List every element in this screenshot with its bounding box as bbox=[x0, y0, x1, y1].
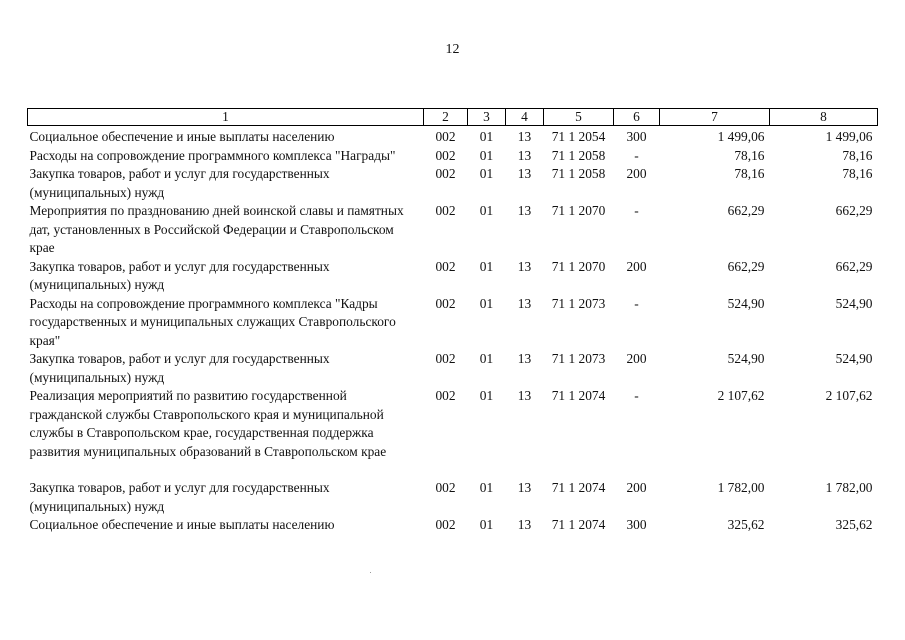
cell-target: 71 1 2058 bbox=[551, 147, 606, 163]
table-row bbox=[28, 516, 878, 535]
table-row bbox=[28, 350, 878, 387]
cell-type: 200 bbox=[626, 166, 647, 181]
cell-amount-7: 524,90 bbox=[727, 351, 765, 366]
table-body bbox=[28, 126, 878, 535]
cell-code: 002 bbox=[435, 258, 456, 274]
cell-subsection: 13 bbox=[517, 129, 532, 144]
cell-section: 01 bbox=[479, 129, 494, 144]
cell-code: 002 bbox=[435, 147, 456, 163]
cell-section: 01 bbox=[479, 203, 494, 218]
cell-target: 71 1 2074 bbox=[551, 480, 606, 495]
cell-amount-8: 662,29 bbox=[835, 258, 873, 274]
cell-amount-8: 662,29 bbox=[835, 203, 873, 218]
column-header: 4 bbox=[506, 109, 544, 126]
cell-amount-7: 662,29 bbox=[727, 203, 765, 218]
cell-type: 200 bbox=[626, 258, 647, 274]
cell-subsection: 13 bbox=[517, 203, 532, 218]
row-name: Мероприятия по празднованию дней воинской славы и памятных дат, установленных в Российской Федерации и Ставропольском крае bbox=[29, 203, 404, 255]
cell-target: 71 1 2073 bbox=[551, 351, 606, 366]
cell-amount-7: 78,16 bbox=[734, 166, 765, 181]
row-name: Закупка товаров, работ и услуг для государственных (муниципальных) нужд bbox=[29, 258, 330, 292]
cell-section: 01 bbox=[479, 166, 494, 181]
cell-subsection: 13 bbox=[517, 351, 532, 366]
cell-target: 71 1 2074 bbox=[551, 517, 606, 532]
row-name: Социальное обеспечение и иные выплаты населению bbox=[29, 129, 335, 144]
cell-code: 002 bbox=[435, 388, 456, 403]
cell-section: 01 bbox=[479, 351, 494, 366]
cell-amount-8: 2 107,62 bbox=[825, 388, 873, 403]
cell-amount-7: 325,62 bbox=[727, 517, 765, 532]
cell-type: - bbox=[634, 295, 639, 311]
header-row bbox=[28, 109, 878, 126]
cell-code: 002 bbox=[435, 295, 456, 311]
table-row bbox=[28, 295, 878, 351]
cell-amount-7: 662,29 bbox=[727, 258, 765, 274]
column-header: 6 bbox=[614, 109, 660, 126]
row-name: Закупка товаров, работ и услуг для государственных (муниципальных) нужд bbox=[29, 480, 330, 514]
cell-target: 71 1 2058 bbox=[551, 166, 606, 181]
cell-type: 200 bbox=[626, 351, 647, 366]
cell-section: 01 bbox=[479, 147, 494, 163]
cell-target: 71 1 2054 bbox=[551, 129, 606, 144]
table-row bbox=[28, 202, 878, 258]
cell-amount-8: 524,90 bbox=[835, 295, 873, 311]
row-name: Расходы на сопровождение программного комплекса "Награды" bbox=[29, 147, 396, 163]
table-row bbox=[28, 147, 878, 166]
cell-section: 01 bbox=[479, 480, 494, 495]
cell-amount-7: 1 499,06 bbox=[717, 129, 765, 144]
cell-subsection: 13 bbox=[517, 295, 532, 311]
cell-amount-8: 524,90 bbox=[835, 351, 873, 366]
cell-target: 71 1 2070 bbox=[551, 203, 606, 218]
table-row bbox=[28, 479, 878, 516]
cell-type: - bbox=[634, 388, 639, 403]
cell-amount-7: 524,90 bbox=[727, 295, 765, 311]
column-header: 3 bbox=[468, 109, 506, 126]
cell-code: 002 bbox=[435, 351, 456, 366]
cell-subsection: 13 bbox=[517, 388, 532, 403]
cell-code: 002 bbox=[435, 203, 456, 218]
cell-amount-7: 2 107,62 bbox=[717, 388, 765, 403]
cell-section: 01 bbox=[479, 258, 494, 274]
cell-amount-7: 1 782,00 bbox=[717, 480, 765, 495]
cell-target: 71 1 2070 bbox=[551, 258, 606, 274]
cell-subsection: 13 bbox=[517, 166, 532, 181]
column-header: 5 bbox=[544, 109, 614, 126]
cell-amount-8: 78,16 bbox=[842, 166, 873, 181]
cell-amount-8: 78,16 bbox=[842, 147, 873, 163]
page-number: 12 bbox=[445, 42, 460, 57]
column-header: 8 bbox=[770, 109, 878, 126]
cell-code: 002 bbox=[435, 166, 456, 181]
cell-type: 200 bbox=[626, 480, 647, 495]
budget-table bbox=[27, 108, 878, 535]
cell-subsection: 13 bbox=[517, 517, 532, 532]
cell-subsection: 13 bbox=[517, 258, 532, 274]
scan-speck bbox=[370, 572, 371, 573]
cell-target: 71 1 2074 bbox=[551, 388, 606, 403]
cell-amount-8: 325,62 bbox=[835, 517, 873, 532]
cell-section: 01 bbox=[479, 295, 494, 311]
row-name: Социальное обеспечение и иные выплаты населению bbox=[29, 517, 335, 532]
table-row bbox=[28, 258, 878, 295]
table-row bbox=[28, 165, 878, 202]
row-name: Реализация мероприятий по развитию государственной гражданской службы Ставропольского края и муниципальной службы в Ставропольском крае, государственная поддержка развития муниципальных образований в Ставропольском крае bbox=[29, 388, 387, 459]
cell-type: - bbox=[634, 203, 639, 218]
cell-code: 002 bbox=[435, 129, 456, 144]
cell-code: 002 bbox=[435, 480, 456, 495]
cell-type: 300 bbox=[626, 129, 647, 144]
cell-section: 01 bbox=[479, 388, 494, 403]
cell-amount-8: 1 782,00 bbox=[825, 480, 873, 495]
column-header: 1 bbox=[28, 109, 424, 126]
cell-type: - bbox=[634, 147, 639, 163]
cell-section: 01 bbox=[479, 517, 494, 532]
cell-code: 002 bbox=[435, 517, 456, 532]
cell-target: 71 1 2073 bbox=[551, 295, 606, 311]
cell-amount-7: 78,16 bbox=[734, 147, 765, 163]
table-header bbox=[28, 109, 878, 126]
table-row bbox=[28, 126, 878, 147]
cell-type: 300 bbox=[626, 517, 647, 532]
table-row bbox=[28, 387, 878, 479]
row-name: Закупка товаров, работ и услуг для государственных (муниципальных) нужд bbox=[29, 166, 330, 200]
column-header: 2 bbox=[424, 109, 468, 126]
row-name: Расходы на сопровождение программного комплекса "Кадры государственных и муниципальных служащих Ставропольского края" bbox=[29, 295, 396, 348]
cell-amount-8: 1 499,06 bbox=[825, 129, 873, 144]
row-name: Закупка товаров, работ и услуг для государственных (муниципальных) нужд bbox=[29, 351, 330, 385]
cell-subsection: 13 bbox=[517, 147, 532, 163]
column-header: 7 bbox=[660, 109, 770, 126]
cell-subsection: 13 bbox=[517, 480, 532, 495]
